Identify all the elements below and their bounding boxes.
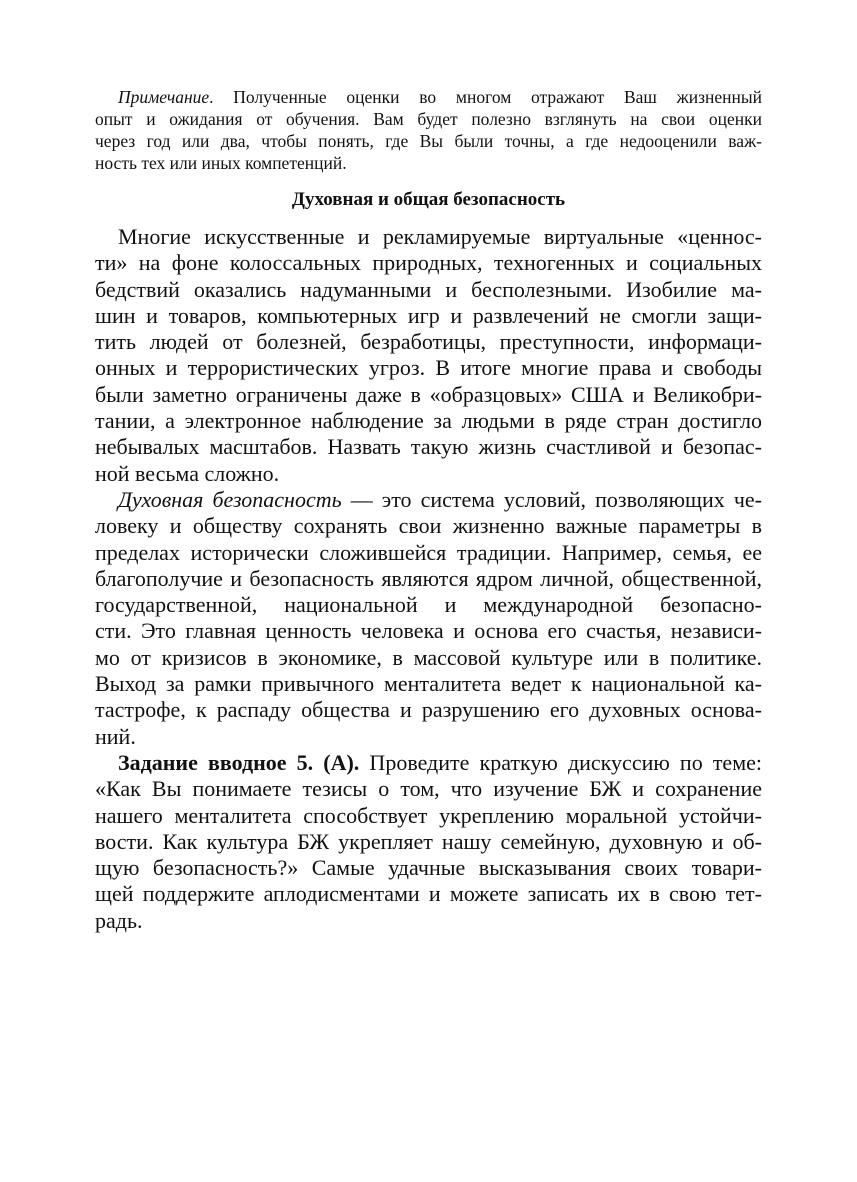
text-line: ность тех или иных компетенций.: [95, 153, 347, 173]
text-line: небывалых масштабов. Назвать такую жизнь счастливой и безопас-: [95, 434, 762, 460]
text-line: [95, 86, 762, 108]
text-line: ти» на фоне колоссальных природных, техногенных и социальных: [95, 250, 762, 276]
text-line: щую безопасность?» Самые удачные высказывания своих товари-: [95, 855, 762, 881]
text-line: радь.: [95, 907, 143, 933]
text-line: нашего менталитета способствует укреплению моральной устойчи-: [95, 802, 762, 828]
text-line: опыт и ожидания от обучения. Вам будет полезно взглянуть на свои оценки: [95, 109, 762, 129]
task-label: Задание вводное 5. (А).: [118, 749, 360, 775]
text-line: щей поддержите аплодисментами и можете записать их в свою тет-: [95, 881, 762, 907]
text-line: бедствий оказались надуманными и бесполезными. Изобилие ма-: [95, 276, 762, 302]
text-line: мо от кризисов в экономике, в массовой культуре или в политике.: [95, 644, 762, 670]
text-line: шин и товаров, компьютерных игр и развлечений не смогли защи-: [95, 302, 762, 328]
paragraph-2: [95, 487, 762, 750]
text-line: тить людей от болезней, безработицы, преступности, информаци-: [95, 329, 762, 355]
text-line: Выход за рамки привычного менталитета ведет к национальной ка-: [95, 671, 762, 697]
text-line: ний.: [95, 723, 136, 749]
note-paragraph: [95, 86, 762, 174]
text-line: через год или два, чтобы понять, где Вы были точны, а где недооценили важ-: [95, 131, 762, 151]
text-span: — это система условий, позволяющих че-: [341, 486, 762, 512]
text-line: сти. Это главная ценность человека и основа его счастья, независи-: [95, 618, 762, 644]
body-text: [95, 224, 762, 934]
text-line: ловеку и обществу сохранять свои жизненно важные параметры в: [95, 513, 762, 539]
text-span: Проведите краткую дискуссию по теме:: [359, 749, 762, 775]
text-line: тастрофе, к распаду общества и разрушению его духовных основа-: [95, 697, 762, 723]
definition-term: Духовная безопасность: [118, 486, 342, 512]
text-line: были заметно ограничены даже в «образцовых» США и Великобри-: [95, 381, 762, 407]
text-line: благополучие и безопасность являются ядром личной, общественной,: [95, 565, 762, 591]
text-line: тании, а электронное наблюдение за людьми в ряде стран достигло: [95, 408, 762, 434]
paragraph-1: [95, 224, 762, 487]
text-line: пределах исторически сложившейся традиции. Например, семья, ее: [95, 539, 762, 565]
note-lead: Примечание: [118, 87, 210, 107]
text-span: . Полученные оценки во многом отражают Ваш жизненный: [209, 87, 762, 107]
text-line: [95, 487, 762, 513]
text-line: [95, 750, 762, 776]
text-line: вости. Как культура БЖ укрепляет нашу семейную, духовную и об-: [95, 828, 762, 854]
text-line: «Как Вы понимаете тезисы о том, что изучение БЖ и сохранение: [95, 776, 762, 802]
section-heading: Духовная и общая безопасность: [291, 189, 566, 210]
task-paragraph: [95, 750, 762, 934]
text-line: Многие искусственные и рекламируемые виртуальные «ценнос-: [118, 224, 762, 249]
text-line: государственной, национальной и международной безопасно-: [95, 592, 762, 618]
text-line: онных и террористических угроз. В итоге многие права и свободы: [95, 355, 762, 381]
text-line: ной весьма сложно.: [95, 460, 280, 486]
